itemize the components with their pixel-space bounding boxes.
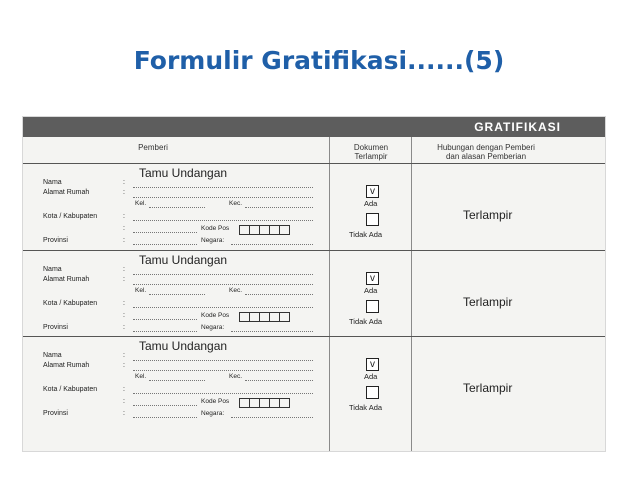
input-line-provinsi[interactable] bbox=[133, 244, 197, 245]
checkbox-ada[interactable]: v bbox=[366, 272, 379, 285]
column-divider bbox=[411, 137, 412, 451]
checkbox-tidak-ada[interactable] bbox=[366, 386, 379, 399]
label-alamat: Alamat Rumah bbox=[43, 362, 90, 369]
nama-value: Tamu Undangan bbox=[139, 339, 228, 353]
label-kota: Kota / Kabupaten bbox=[43, 300, 98, 307]
input-line-kel[interactable] bbox=[149, 380, 205, 381]
input-line-alamat[interactable] bbox=[133, 370, 313, 371]
colon: : bbox=[123, 225, 125, 232]
row-divider bbox=[23, 336, 605, 337]
label-kode-pos: Kode Pos bbox=[201, 312, 230, 319]
form-header-bar bbox=[23, 117, 605, 137]
colon: : bbox=[123, 189, 125, 196]
input-line-kota[interactable] bbox=[133, 307, 313, 308]
relation-value: Terlampir bbox=[463, 208, 513, 222]
input-line-kota-extra[interactable] bbox=[133, 319, 197, 320]
label-ada: Ada bbox=[364, 286, 378, 295]
label-tidak-ada: Tidak Ada bbox=[349, 403, 383, 412]
label-kota: Kota / Kabupaten bbox=[43, 386, 98, 393]
label-kec: Kec. bbox=[229, 373, 243, 380]
input-line-kota[interactable] bbox=[133, 220, 313, 221]
colon: : bbox=[123, 237, 125, 244]
label-ada: Ada bbox=[364, 372, 378, 381]
input-line-kota-extra[interactable] bbox=[133, 405, 197, 406]
column-header-dokumen bbox=[341, 143, 401, 161]
column-header-dokumen-line1: Dokumen bbox=[353, 143, 389, 152]
colon: : bbox=[123, 300, 125, 307]
input-line-alamat[interactable] bbox=[133, 284, 313, 285]
input-line-provinsi[interactable] bbox=[133, 331, 197, 332]
colon: : bbox=[123, 362, 125, 369]
label-kec: Kec. bbox=[229, 287, 243, 294]
slide-title: Formulir Gratifikasi......(5) bbox=[133, 46, 505, 75]
colon: : bbox=[123, 386, 125, 393]
label-kode-pos: Kode Pos bbox=[201, 225, 230, 232]
relation-value: Terlampir bbox=[463, 381, 513, 395]
label-nama: Nama bbox=[43, 352, 62, 359]
label-kota: Kota / Kabupaten bbox=[43, 213, 98, 220]
input-line-kec[interactable] bbox=[245, 207, 313, 208]
input-line-kec[interactable] bbox=[245, 380, 313, 381]
colon: : bbox=[123, 352, 125, 359]
input-line-kec[interactable] bbox=[245, 294, 313, 295]
input-line-provinsi[interactable] bbox=[133, 417, 197, 418]
label-kel: Kel. bbox=[135, 287, 147, 294]
row-divider bbox=[23, 163, 605, 164]
label-alamat: Alamat Rumah bbox=[43, 189, 90, 196]
checkbox-ada[interactable]: v bbox=[366, 358, 379, 371]
label-provinsi: Provinsi bbox=[43, 237, 68, 244]
label-provinsi: Provinsi bbox=[43, 324, 68, 331]
input-line-nama[interactable] bbox=[133, 274, 313, 275]
input-line-kel[interactable] bbox=[149, 207, 205, 208]
kode-pos-boxes[interactable] bbox=[239, 225, 289, 233]
relation-value: Terlampir bbox=[463, 295, 513, 309]
label-kel: Kel. bbox=[135, 200, 147, 207]
label-provinsi: Provinsi bbox=[43, 410, 68, 417]
label-kel: Kel. bbox=[135, 373, 147, 380]
input-line-negara[interactable] bbox=[231, 331, 313, 332]
label-kec: Kec. bbox=[229, 200, 243, 207]
label-alamat: Alamat Rumah bbox=[43, 276, 90, 283]
input-line-nama[interactable] bbox=[133, 187, 313, 188]
label-tidak-ada: Tidak Ada bbox=[349, 230, 383, 239]
column-header-hubungan-line1: Hubungan dengan Pemberi bbox=[437, 143, 535, 152]
column-header-dokumen-line2: Terlampir bbox=[354, 152, 388, 161]
label-nama: Nama bbox=[43, 266, 62, 273]
column-header-hubungan-line2: dan alasan Pemberian bbox=[445, 152, 527, 161]
label-negara: Negara: bbox=[201, 410, 225, 417]
input-line-kel[interactable] bbox=[149, 294, 205, 295]
label-kode-pos: Kode Pos bbox=[201, 398, 230, 405]
colon: : bbox=[123, 276, 125, 283]
column-header-hubungan bbox=[421, 143, 551, 161]
row-divider bbox=[23, 250, 605, 251]
colon: : bbox=[123, 324, 125, 331]
input-line-negara[interactable] bbox=[231, 417, 313, 418]
nama-value: Tamu Undangan bbox=[139, 166, 228, 180]
colon: : bbox=[123, 410, 125, 417]
label-negara: Negara: bbox=[201, 324, 225, 331]
input-line-negara[interactable] bbox=[231, 244, 313, 245]
colon: : bbox=[123, 213, 125, 220]
kode-pos-boxes[interactable] bbox=[239, 312, 289, 320]
input-line-kota-extra[interactable] bbox=[133, 232, 197, 233]
label-ada: Ada bbox=[364, 199, 378, 208]
label-negara: Negara: bbox=[201, 237, 225, 244]
column-header-pemberi: Pemberi bbox=[138, 143, 168, 152]
colon: : bbox=[123, 179, 125, 186]
gratifikasi-form-scan bbox=[22, 116, 606, 452]
input-line-kota[interactable] bbox=[133, 393, 313, 394]
column-divider bbox=[329, 137, 330, 451]
kode-pos-boxes[interactable] bbox=[239, 398, 289, 406]
label-tidak-ada: Tidak Ada bbox=[349, 317, 383, 326]
colon: : bbox=[123, 398, 125, 405]
checkbox-tidak-ada[interactable] bbox=[366, 300, 379, 313]
input-line-nama[interactable] bbox=[133, 360, 313, 361]
checkbox-ada[interactable]: v bbox=[366, 185, 379, 198]
checkbox-tidak-ada[interactable] bbox=[366, 213, 379, 226]
colon: : bbox=[123, 266, 125, 273]
input-line-alamat[interactable] bbox=[133, 197, 313, 198]
form-header-title: GRATIFIKASI bbox=[474, 120, 561, 134]
label-nama: Nama bbox=[43, 179, 62, 186]
nama-value: Tamu Undangan bbox=[139, 253, 228, 267]
colon: : bbox=[123, 312, 125, 319]
